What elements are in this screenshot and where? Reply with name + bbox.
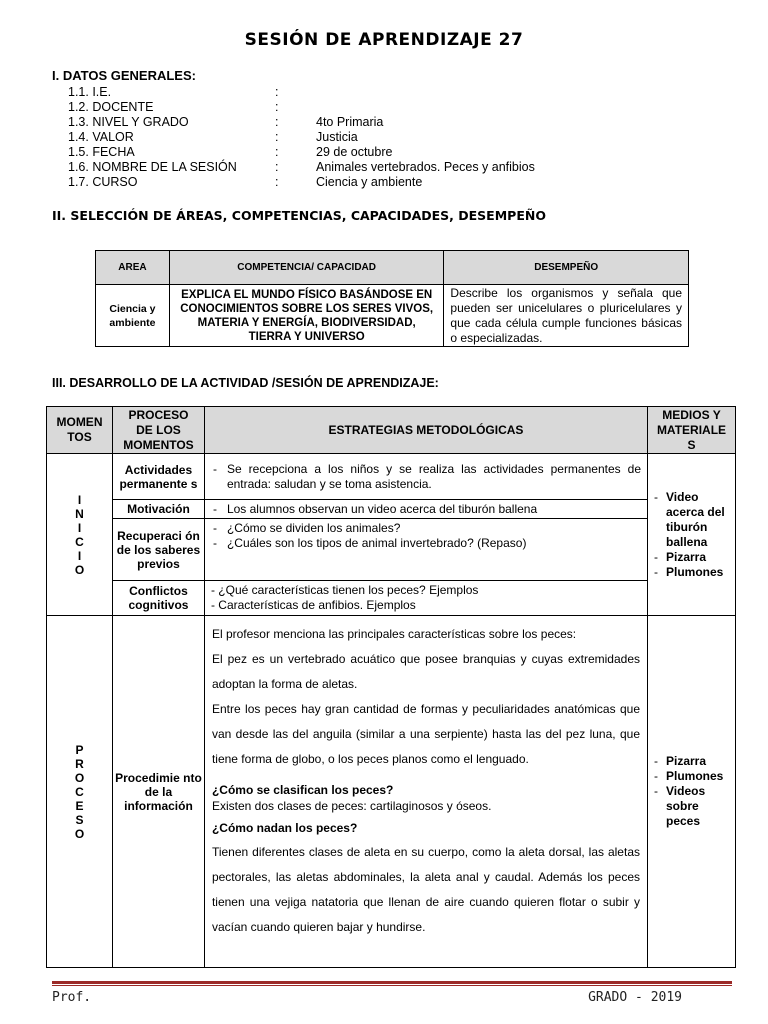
dato-value: Ciencia y ambiente (316, 175, 423, 189)
dato-label: 1.5. FECHA (68, 145, 135, 159)
table-header: PROCESO DE LOS MOMENTOS (112, 407, 204, 454)
dato-colon: : (275, 115, 279, 129)
desempeno-cell: Describe los organismos y señala que pueden ser unicelulares o pluricelulares y que cada célula cumple funciones básicas o especializadas. (444, 285, 689, 347)
dato-colon: : (275, 175, 279, 189)
estrategia-item: - ¿Cuáles son los tipos de animal invertebrado? (Repaso) (211, 536, 641, 551)
dato-colon: : (275, 100, 279, 114)
medio-item: - Pizarra (654, 754, 735, 769)
momento-inicio: I N I C I O (47, 454, 113, 616)
dato-label: 1.4. VALOR (68, 130, 134, 144)
paragraph: Existen dos clases de peces: cartilaginosos y óseos. (211, 799, 492, 813)
desarrollo-table (46, 406, 736, 968)
medio-item: - Videos sobre peces (654, 784, 735, 829)
paragraph: Tienen diferentes clases de aleta en su cuerpo, como la aleta dorsal, las aletas pectorales, las aletas abdominales, la aleta anal y caudal. Además los peces tienen una vejiga natatoria que llenan de aire cuando quieren flotar o subir y vacían cuando quieren bajar y hundirse. (211, 845, 640, 934)
proceso-estrategias (204, 616, 647, 968)
estrategia-cell (204, 454, 647, 500)
medios-inicio (648, 454, 736, 616)
estrategia-cell (204, 581, 647, 616)
dato-colon: : (275, 85, 279, 99)
dato-colon: : (275, 145, 279, 159)
estrategia-item: - ¿Qué características tienen los peces? Ejemplos (210, 583, 479, 597)
section-datos-generales-title: I. DATOS GENERALES: (52, 68, 196, 83)
dato-label: 1.7. CURSO (68, 175, 138, 189)
footer-divider (52, 981, 732, 984)
dato-label: 1.6. NOMBRE DE LA SESIÓN (68, 160, 237, 174)
footer-left: Prof. (52, 990, 92, 1005)
dato-colon: : (275, 130, 279, 144)
dato-label: 1.2. DOCENTE (68, 100, 154, 114)
medio-item: - Video acerca del tiburón ballena (654, 490, 735, 550)
paragraph: El profesor menciona las principales características sobre los peces: (211, 627, 577, 641)
paragraph: Entre los peces hay gran cantidad de formas y peculiaridades anatómicas que van desde las del anguila (similar a una serpiente) hasta las del pez luna, que tiene forma de globo, o los peces planos como el lenguado. (211, 702, 640, 766)
estrategia-cell (204, 519, 647, 581)
medio-item: - Pizarra (654, 550, 735, 565)
section-desarrollo-title: III. DESARROLLO DE LA ACTIVIDAD /SESIÓN DE APRENDIZAJE: (52, 376, 439, 390)
dato-value: 29 de octubre (316, 145, 393, 159)
dato-value: 4to Primaria (316, 115, 384, 129)
proceso-cell: Recuperaci ón de los saberes previos (112, 519, 204, 581)
table-header: COMPETENCIA/ CAPACIDAD (169, 251, 444, 285)
estrategia-item: - Características de anfibios. Ejemplos (210, 598, 416, 612)
proceso-cell: Procedimie nto de la información (112, 616, 204, 968)
momento-proceso: P R O C E S O (47, 616, 113, 968)
page-title: SESIÓN DE APRENDIZAJE 27 (244, 30, 524, 50)
dato-value: Justicia (316, 130, 358, 144)
proceso-cell: Conflictos cognitivos (112, 581, 204, 616)
footer-right: GRADO - 2019 (588, 990, 682, 1005)
estrategia-cell (204, 500, 647, 519)
estrategia-item: - ¿Cómo se dividen los animales? (211, 521, 641, 536)
competencias-table (95, 250, 689, 347)
table-header: AREA (96, 251, 170, 285)
dato-value: Animales vertebrados. Peces y anfibios (316, 160, 535, 174)
table-header: MOMEN TOS (47, 407, 113, 454)
paragraph: El pez es un vertebrado acuático que posee branquias y cuyas extremidades adoptan la forma de aletas. (211, 652, 640, 691)
dato-label: 1.1. I.E. (68, 85, 112, 99)
dato-label: 1.3. NIVEL Y GRADO (68, 115, 189, 129)
section-areas-title: II. SELECCIÓN DE ÁREAS, COMPETENCIAS, CAPACIDADES, DESEMPEÑO (52, 208, 546, 223)
estrategia-item: - Los alumnos observan un video acerca del tiburón ballena (211, 502, 641, 517)
dato-colon: : (275, 160, 279, 174)
proceso-cell: Actividades permanente s (112, 454, 204, 500)
medios-proceso (648, 616, 736, 968)
medio-item: - Plumones (654, 565, 735, 580)
area-cell: Ciencia y ambiente (96, 285, 170, 347)
table-header: MEDIOS Y MATERIALE S (648, 407, 736, 454)
table-header: ESTRATEGIAS METODOLÓGICAS (204, 407, 647, 454)
question-heading: ¿Cómo se clasifican los peces? (211, 783, 394, 797)
proceso-cell: Motivación (112, 500, 204, 519)
medio-item: - Plumones (654, 769, 735, 784)
table-header: DESEMPEÑO (444, 251, 689, 285)
competencia-cell: EXPLICA EL MUNDO FÍSICO BASÁNDOSE EN CONOCIMIENTOS SOBRE LOS SERES VIVOS, MATERIA Y ENERGÍA, BIODIVERSIDAD, TIERRA Y UNIVERSO (169, 285, 444, 347)
estrategia-item: - Se recepciona a los niños y se realiza las actividades permanentes de entrada: saludan y se toma asistencia. (211, 462, 641, 492)
question-heading: ¿Cómo nadan los peces? (211, 821, 358, 835)
footer-divider (52, 985, 732, 986)
